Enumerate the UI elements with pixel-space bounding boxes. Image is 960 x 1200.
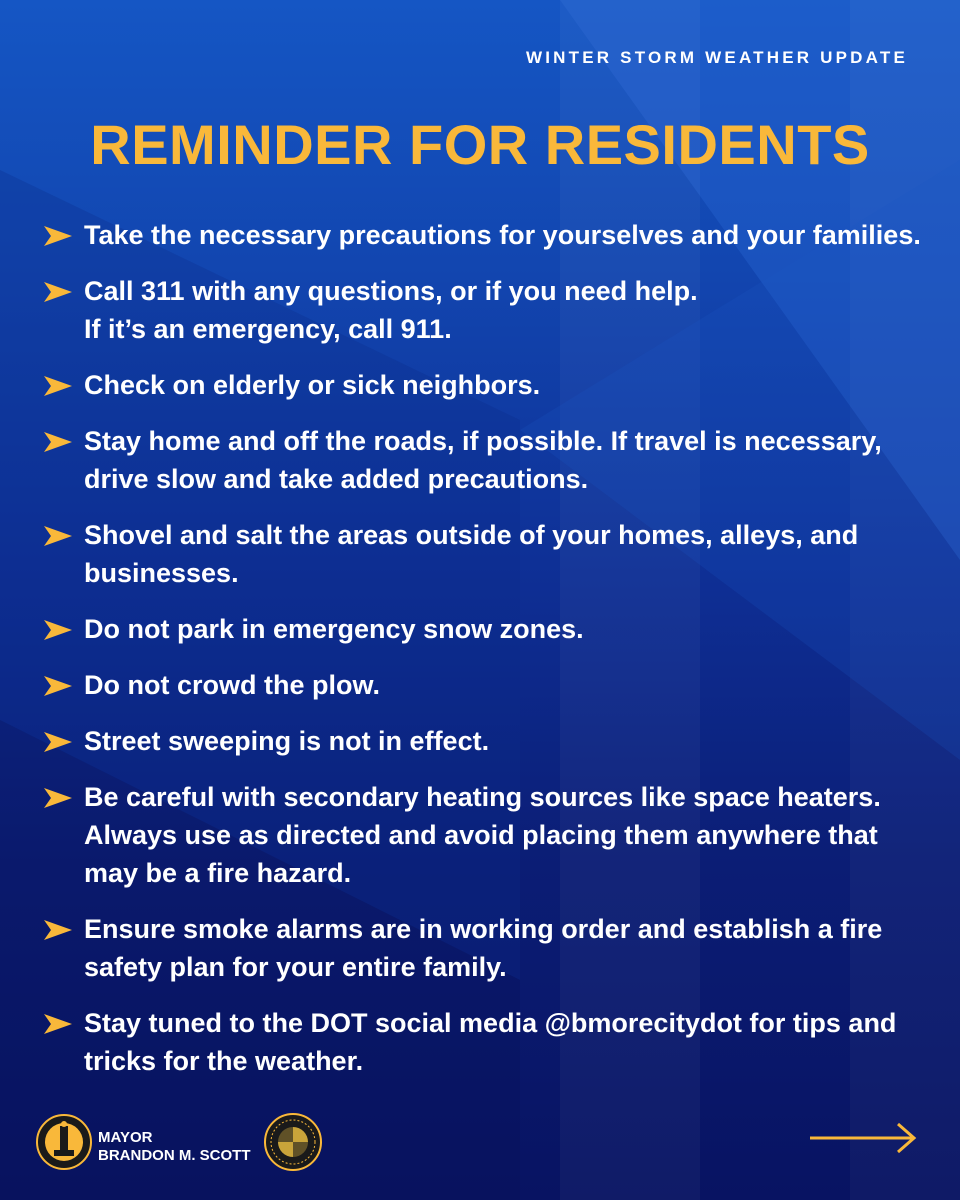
list-item	[44, 910, 924, 986]
list-item	[44, 516, 924, 592]
mayor-name: BRANDON M. SCOTT	[98, 1147, 251, 1164]
reminder-text: Street sweeping is not in effect.	[84, 726, 490, 756]
reminder-list	[44, 216, 924, 1098]
list-item	[44, 666, 924, 704]
reminder-text: Shovel and salt the areas outside of your homes, alleys, and businesses.	[84, 520, 859, 588]
next-slide-arrow-icon[interactable]	[808, 1120, 918, 1156]
list-item	[44, 422, 924, 498]
list-item	[44, 722, 924, 760]
reminder-text: Check on elderly or sick neighbors.	[84, 370, 541, 400]
bullet-arrow-icon	[44, 1013, 72, 1035]
bullet-arrow-icon	[44, 675, 72, 697]
bullet-arrow-icon	[44, 281, 72, 303]
reminder-text: Call 311 with any questions, or if you need help.	[84, 276, 698, 306]
reminder-text: Take the necessary precautions for yourselves and your families.	[84, 220, 921, 250]
mayor-label: MAYOR	[98, 1129, 153, 1146]
update-kicker: WINTER STORM WEATHER UPDATE	[526, 48, 908, 67]
list-item	[44, 610, 924, 648]
bullet-arrow-icon	[44, 225, 72, 247]
list-item	[44, 1004, 924, 1080]
bullet-arrow-icon	[44, 375, 72, 397]
bullet-arrow-icon	[44, 787, 72, 809]
mayor-signature	[98, 1129, 251, 1165]
reminder-text: Stay home and off the roads, if possible. If travel is necessary, drive slow and take added precautions.	[84, 426, 882, 494]
reminder-text: Do not crowd the plow.	[84, 670, 380, 700]
bullet-arrow-icon	[44, 731, 72, 753]
emergency-management-seal-logo	[264, 1113, 322, 1171]
reminder-text-second-line: If it’s an emergency, call 911.	[84, 314, 452, 344]
list-item	[44, 272, 924, 348]
reminder-text: Stay tuned to the DOT social media @bmorecitydot for tips and tricks for the weather.	[84, 1008, 897, 1076]
bullet-arrow-icon	[44, 525, 72, 547]
list-item	[44, 778, 924, 892]
bullet-arrow-icon	[44, 431, 72, 453]
bullet-arrow-icon	[44, 619, 72, 641]
reminder-text: Be careful with secondary heating sources like space heaters. Always use as directed and avoid placing them anywhere that may be a fire hazard.	[84, 782, 881, 888]
page-title: REMINDER FOR RESIDENTS	[90, 113, 870, 176]
list-item	[44, 366, 924, 404]
reminder-text: Do not park in emergency snow zones.	[84, 614, 584, 644]
city-seal-logo	[36, 1114, 92, 1170]
reminder-text: Ensure smoke alarms are in working order and establish a fire safety plan for your entire family.	[84, 914, 883, 982]
list-item	[44, 216, 924, 254]
bullet-arrow-icon	[44, 919, 72, 941]
